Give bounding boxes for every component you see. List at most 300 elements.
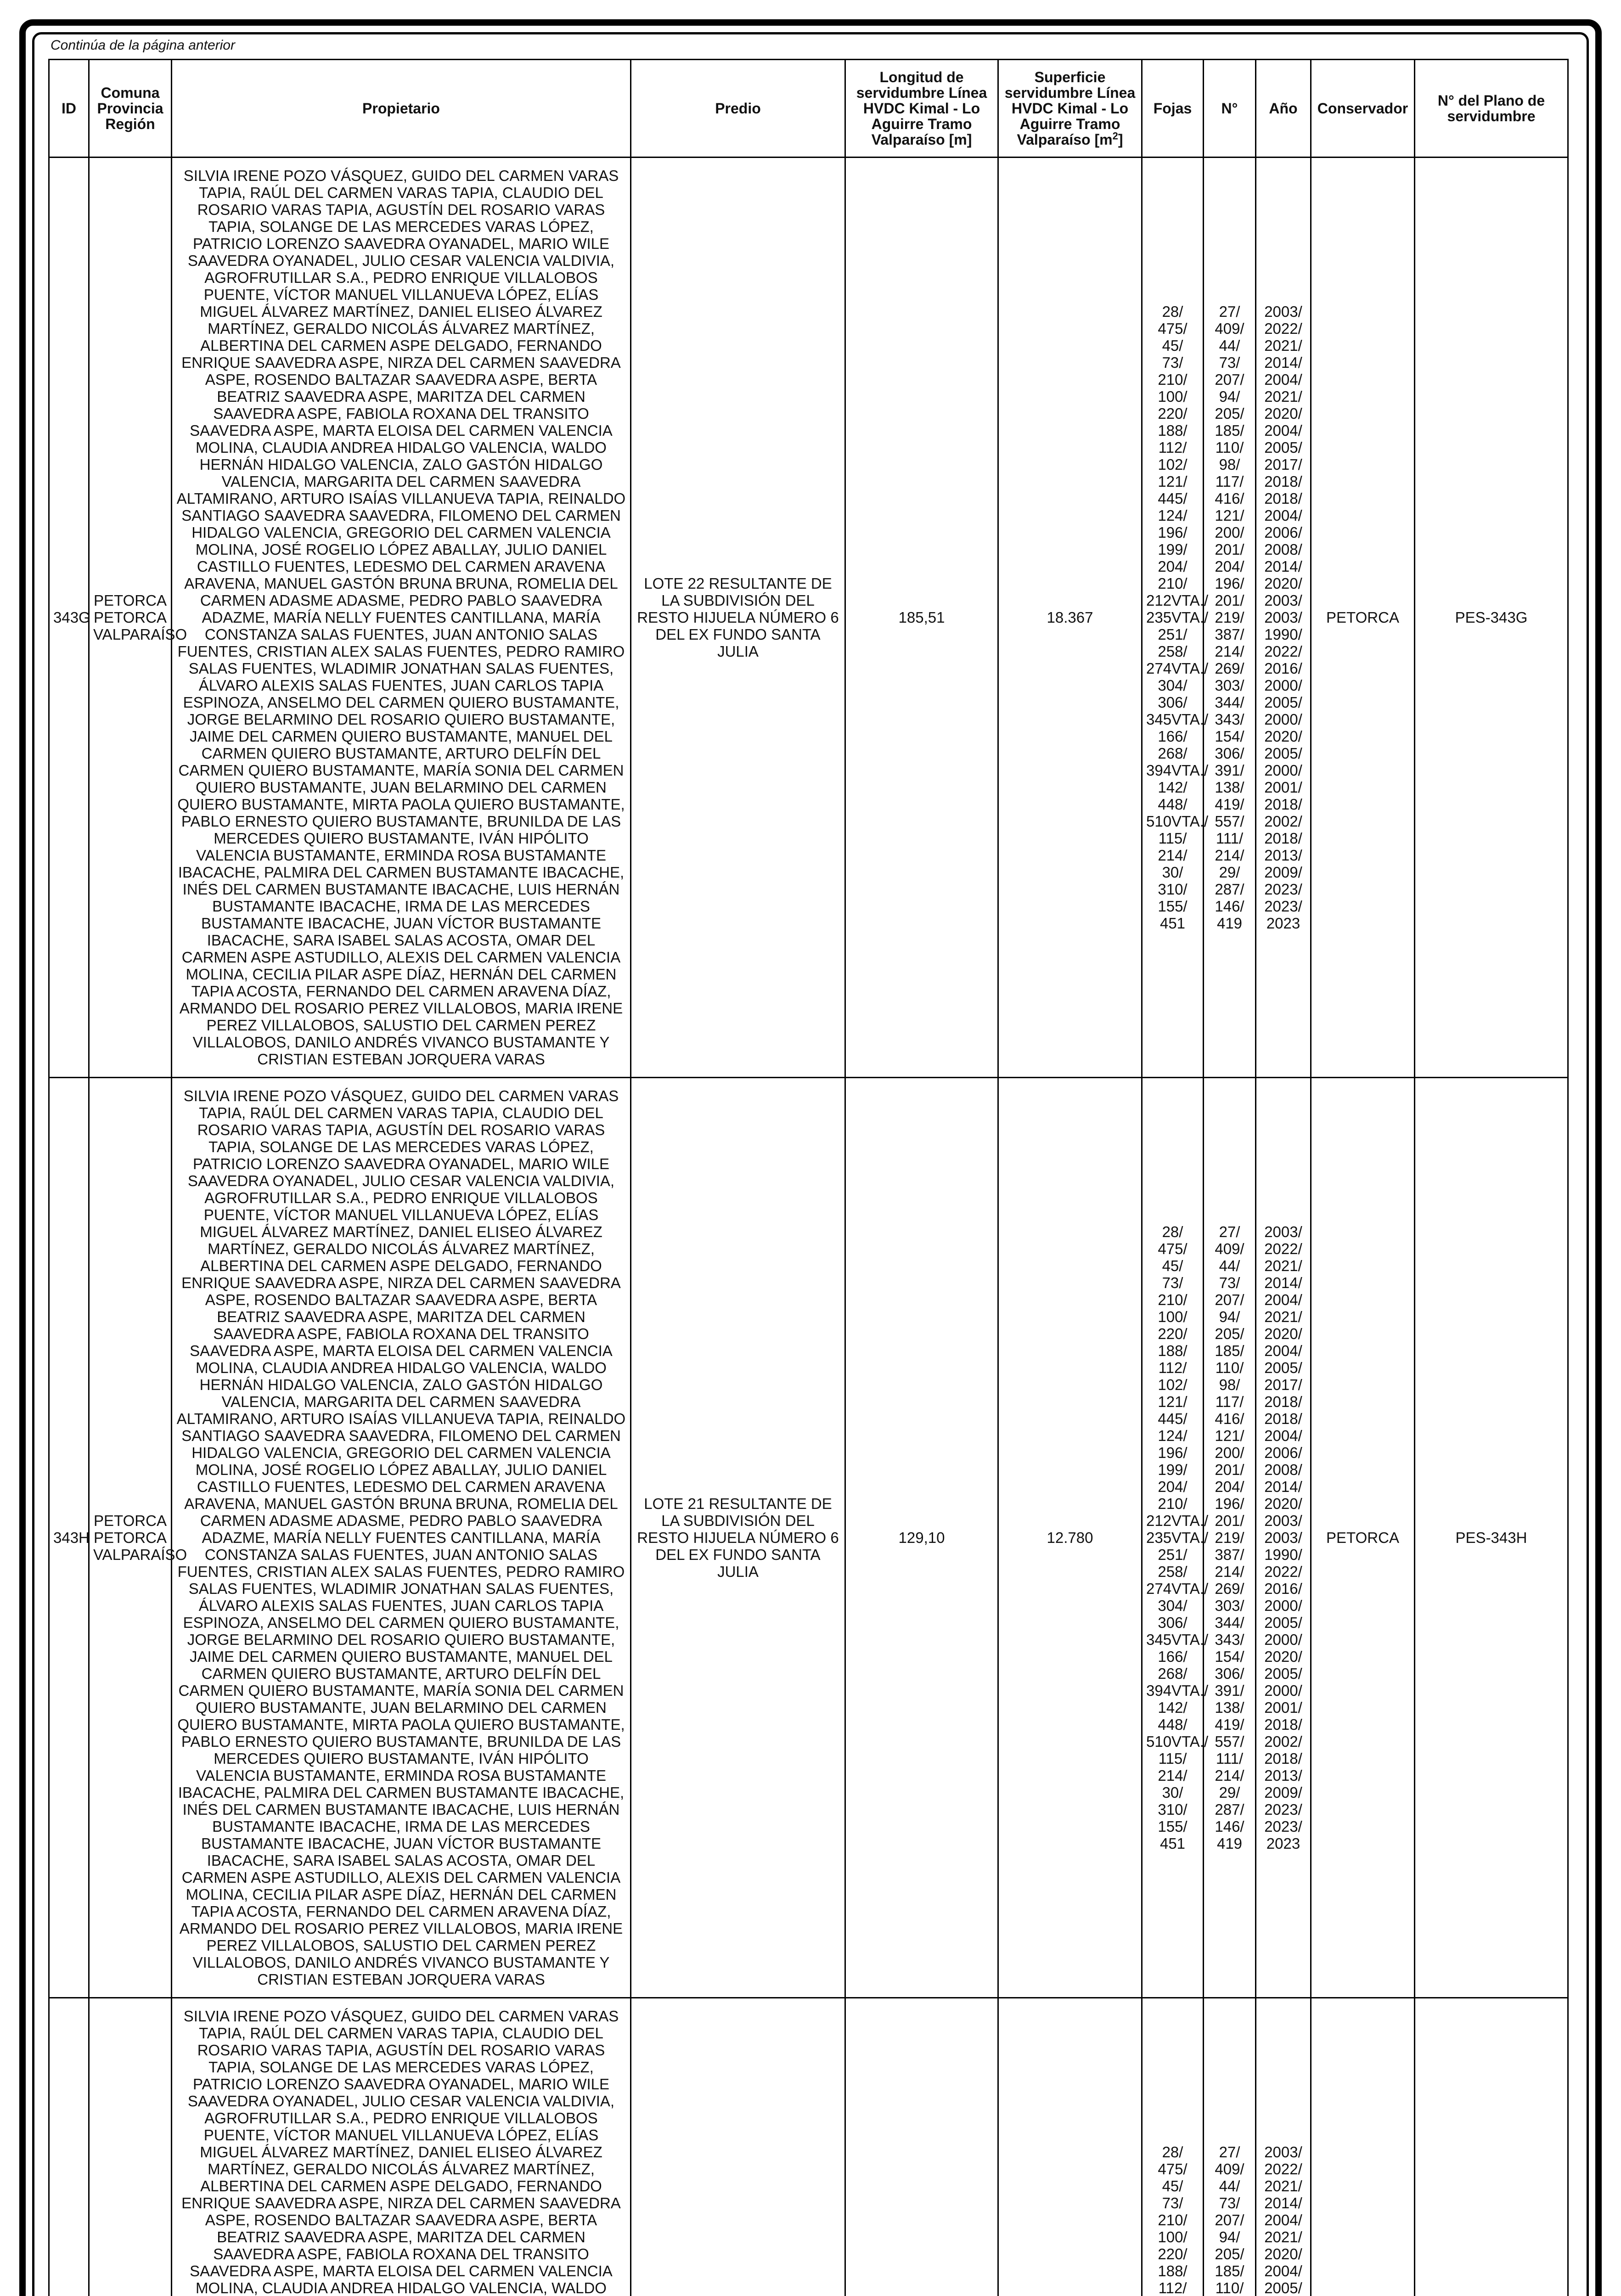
list-entry: 205/ (1215, 405, 1244, 422)
list-entry: 112/ (1158, 2279, 1187, 2296)
cell-id: 343G (49, 158, 89, 1078)
list-entry: 154/ (1215, 728, 1244, 745)
list-entry: 2021/ (1264, 388, 1302, 405)
cell-predio: LOTE 22 RESULTANTE DE LA SUBDIVISIÓN DEL RESTO HIJUELA NÚMERO 6 DEL EX FUNDO SANTA JULIA (631, 158, 845, 1078)
list-entry: 28/ (1162, 303, 1183, 320)
list-entry: 210/ (1158, 2212, 1188, 2228)
list-entry: 2003/ (1264, 592, 1302, 609)
list-entry: 2023 (1266, 915, 1300, 932)
list-entry: 196/ (1158, 524, 1188, 541)
list-entry: 212VTA./ (1146, 1512, 1209, 1529)
cell-fojas (1142, 1998, 1204, 2296)
cell-plano: PES-343H (1415, 1078, 1568, 1998)
cell-superficie: 18.367 (998, 158, 1142, 1078)
list-entry: 27/ (1219, 303, 1240, 320)
list-entry: 185/ (1215, 2262, 1244, 2279)
list-entry: 2009/ (1264, 864, 1302, 881)
list-entry: 445/ (1158, 1410, 1188, 1427)
list-entry: 117/ (1215, 473, 1244, 490)
list-entry: 142/ (1158, 779, 1188, 796)
list-entry: 73/ (1219, 354, 1240, 371)
cell-plano: PES-343G (1415, 158, 1568, 1078)
list-entry: 394VTA./ (1146, 1682, 1209, 1699)
list-entry: 391/ (1215, 762, 1244, 779)
list-entry: 287/ (1215, 881, 1244, 898)
list-entry: 73/ (1219, 1274, 1240, 1291)
list-entry: 274VTA./ (1146, 1580, 1209, 1597)
list-entry: 391/ (1215, 1682, 1244, 1699)
list-entry: 100/ (1158, 1308, 1188, 1325)
list-entry: 448/ (1158, 796, 1188, 813)
col-header-anio: Año (1256, 60, 1311, 158)
list-entry: 124/ (1158, 507, 1188, 524)
cell-superficie: 12.780 (998, 1078, 1142, 1998)
list-entry: 2008/ (1264, 1461, 1302, 1478)
cell-numero (1204, 1078, 1256, 1998)
list-entry: 2004/ (1264, 371, 1302, 388)
list-entry: 2003/ (1264, 303, 1302, 320)
cell-superficie (998, 1998, 1142, 2296)
list-entry: 196/ (1158, 1444, 1188, 1461)
list-entry: 207/ (1215, 2212, 1244, 2228)
col-header-superficie (998, 60, 1142, 158)
list-entry: 102/ (1158, 456, 1188, 473)
table-row (49, 1078, 1568, 1998)
col-header-fojas: Fojas (1142, 60, 1204, 158)
list-entry: 28/ (1162, 1223, 1183, 1240)
continued-from-note: Continúa de la página anterior (51, 38, 235, 53)
list-entry: 306/ (1158, 1614, 1188, 1631)
list-entry: 121/ (1215, 1427, 1244, 1444)
list-entry: 214/ (1215, 643, 1244, 660)
list-entry: 115/ (1158, 830, 1187, 847)
list-entry: 409/ (1215, 320, 1244, 337)
list-entry: 344/ (1215, 694, 1244, 711)
list-entry: 102/ (1158, 1376, 1188, 1393)
list-entry: 27/ (1219, 2144, 1240, 2161)
list-entry: 2020/ (1264, 1495, 1302, 1512)
list-entry: 188/ (1158, 422, 1188, 439)
col-header-comuna: Comuna Provincia Región (89, 60, 172, 158)
list-entry: 121/ (1215, 507, 1244, 524)
list-entry: 2003/ (1264, 2144, 1302, 2161)
list-entry: 2020/ (1264, 2245, 1302, 2262)
list-entry: 475/ (1158, 320, 1188, 337)
list-entry: 258/ (1158, 1563, 1188, 1580)
list-entry: 475/ (1158, 2161, 1188, 2178)
list-entry: 2005/ (1264, 1359, 1302, 1376)
list-entry: 185/ (1215, 422, 1244, 439)
list-entry: 214/ (1158, 1767, 1188, 1784)
list-entry: 2014/ (1264, 1274, 1302, 1291)
table-header-row (49, 60, 1568, 158)
list-entry: 201/ (1215, 592, 1244, 609)
list-entry: 205/ (1215, 2245, 1244, 2262)
list-entry: 201/ (1215, 1512, 1244, 1529)
list-entry: 310/ (1158, 881, 1188, 898)
table-row (49, 158, 1568, 1078)
col-header-id: ID (49, 60, 89, 158)
list-entry: 214/ (1215, 1563, 1244, 1580)
list-entry: 45/ (1162, 2178, 1183, 2195)
list-entry: 345VTA./ (1146, 1631, 1209, 1648)
list-entry: 100/ (1158, 388, 1188, 405)
list-entry: 200/ (1215, 524, 1244, 541)
list-entry: 44/ (1219, 1257, 1240, 1274)
list-entry: 2005/ (1264, 1665, 1302, 1682)
list-entry: 44/ (1219, 337, 1240, 354)
list-entry: 2005/ (1264, 694, 1302, 711)
list-entry: 2004/ (1264, 2262, 1302, 2279)
list-entry: 2023/ (1264, 898, 1302, 915)
list-entry: 212VTA./ (1146, 592, 1209, 609)
list-entry: 557/ (1215, 813, 1244, 830)
list-entry: 204/ (1158, 1478, 1188, 1495)
list-entry: 306/ (1215, 745, 1244, 762)
list-entry: 111/ (1216, 830, 1244, 847)
fojas-list (1146, 1223, 1209, 1852)
list-entry: 115/ (1158, 1750, 1187, 1767)
list-entry: 30/ (1162, 864, 1183, 881)
superficie-header-close: ] (1118, 131, 1123, 148)
list-entry: 2020/ (1264, 728, 1302, 745)
list-entry: 2004/ (1264, 1291, 1302, 1308)
list-entry: 2016/ (1264, 660, 1302, 677)
list-entry: 451 (1159, 1835, 1186, 1852)
list-entry: 45/ (1162, 1257, 1183, 1274)
list-entry: 268/ (1158, 1665, 1188, 1682)
cell-longitud (845, 1998, 998, 2296)
list-entry: 27/ (1219, 1223, 1240, 1240)
list-entry: 2000/ (1264, 1682, 1302, 1699)
list-entry: 2018/ (1264, 1716, 1302, 1733)
list-entry: 94/ (1219, 388, 1240, 405)
list-entry: 2023/ (1264, 1818, 1302, 1835)
anio-list (1260, 303, 1306, 932)
list-entry: 110/ (1215, 439, 1244, 456)
list-entry: 111/ (1216, 1750, 1244, 1767)
list-entry: 220/ (1158, 2245, 1188, 2262)
list-entry: 2022/ (1264, 643, 1302, 660)
list-entry: 201/ (1215, 541, 1244, 558)
list-entry: 210/ (1158, 1495, 1188, 1512)
list-entry: 188/ (1158, 2262, 1188, 2279)
list-entry: 2004/ (1264, 507, 1302, 524)
list-entry: 155/ (1158, 1818, 1188, 1835)
list-entry: 2004/ (1264, 2212, 1302, 2228)
list-entry: 73/ (1162, 2195, 1183, 2212)
list-entry: 146/ (1215, 1818, 1244, 1835)
anio-list (1260, 1223, 1306, 1852)
list-entry: 387/ (1215, 626, 1244, 643)
list-entry: 210/ (1158, 371, 1188, 388)
list-entry: 557/ (1215, 1733, 1244, 1750)
list-entry: 94/ (1219, 2228, 1240, 2245)
list-entry: 30/ (1162, 1784, 1183, 1801)
list-entry: 117/ (1215, 1393, 1244, 1410)
col-header-propietario: Propietario (172, 60, 631, 158)
list-entry: 2017/ (1264, 1376, 1302, 1393)
fojas-list (1146, 2144, 1199, 2296)
list-entry: 28/ (1162, 2144, 1183, 2161)
list-entry: 510VTA./ (1146, 813, 1209, 830)
list-entry: 98/ (1219, 1376, 1240, 1393)
list-entry: 419/ (1215, 796, 1244, 813)
anio-list (1260, 2144, 1306, 2296)
list-entry: 2021/ (1264, 337, 1302, 354)
cell-numero (1204, 1998, 1256, 2296)
list-entry: 2018/ (1264, 796, 1302, 813)
list-entry: 416/ (1215, 490, 1244, 507)
list-entry: 214/ (1215, 1767, 1244, 1784)
list-entry: 387/ (1215, 1546, 1244, 1563)
list-entry: 269/ (1215, 1580, 1244, 1597)
list-entry: 2017/ (1264, 456, 1302, 473)
list-entry: 2013/ (1264, 847, 1302, 864)
superficie-header-text: Superficie servidumbre Línea HVDC Kimal - Lo Aguirre Tramo Valparaíso [m (1004, 69, 1136, 148)
cell-conservador: PETORCA (1311, 158, 1415, 1078)
list-entry: 210/ (1158, 1291, 1188, 1308)
list-entry: 29/ (1219, 1784, 1240, 1801)
list-entry: 274VTA./ (1146, 660, 1209, 677)
list-entry: 345VTA./ (1146, 711, 1209, 728)
numero-list (1208, 303, 1251, 932)
list-entry: 304/ (1158, 677, 1188, 694)
list-entry: 2023/ (1264, 1801, 1302, 1818)
cell-anio (1256, 158, 1311, 1078)
list-entry: 201/ (1215, 1461, 1244, 1478)
list-entry: 219/ (1215, 1529, 1244, 1546)
list-entry: 1990/ (1264, 626, 1302, 643)
list-entry: 214/ (1158, 847, 1188, 864)
list-entry: 409/ (1215, 2161, 1244, 2178)
list-entry: 306/ (1158, 694, 1188, 711)
provincia-text: PETORCA (94, 1529, 167, 1546)
cell-comuna (89, 1078, 187, 1998)
list-entry: 2018/ (1264, 830, 1302, 847)
list-entry: 287/ (1215, 1801, 1244, 1818)
cell-fojas (1142, 158, 1209, 1078)
list-entry: 2018/ (1264, 1393, 1302, 1410)
list-entry: 394VTA./ (1146, 762, 1209, 779)
list-entry: 207/ (1215, 371, 1244, 388)
list-entry: 110/ (1215, 2279, 1244, 2296)
list-entry: 2021/ (1264, 1308, 1302, 1325)
list-entry: 258/ (1158, 643, 1188, 660)
list-entry: 2014/ (1264, 354, 1302, 371)
col-header-longitud: Longitud de servidumbre Línea HVDC Kimal - Lo Aguirre Tramo Valparaíso [m] (845, 60, 998, 158)
list-entry: 269/ (1215, 660, 1244, 677)
list-entry: 98/ (1219, 456, 1240, 473)
list-entry: 2014/ (1264, 558, 1302, 575)
list-entry: 155/ (1158, 898, 1188, 915)
table-row (49, 1998, 1568, 2296)
list-entry: 204/ (1215, 1478, 1244, 1495)
list-entry: 2020/ (1264, 1325, 1302, 1342)
col-header-conservador: Conservador (1311, 60, 1415, 158)
list-entry: 112/ (1158, 1359, 1187, 1376)
list-entry: 2000/ (1264, 762, 1302, 779)
list-entry: 1990/ (1264, 1546, 1302, 1563)
cell-comuna (89, 1998, 172, 2296)
list-entry: 419/ (1215, 1716, 1244, 1733)
list-entry: 2000/ (1264, 711, 1302, 728)
list-entry: 2004/ (1264, 1342, 1302, 1359)
list-entry: 45/ (1162, 337, 1183, 354)
cell-conservador (1311, 1998, 1415, 2296)
list-entry: 138/ (1215, 1699, 1244, 1716)
list-entry: 121/ (1158, 473, 1188, 490)
list-entry: 2016/ (1264, 1580, 1302, 1597)
list-entry: 2023/ (1264, 881, 1302, 898)
list-entry: 2013/ (1264, 1767, 1302, 1784)
list-entry: 219/ (1215, 609, 1244, 626)
list-entry: 304/ (1158, 1597, 1188, 1614)
list-entry: 2000/ (1264, 1597, 1302, 1614)
col-header-plano: N° del Plano de servidumbre (1415, 60, 1568, 158)
list-entry: 2003/ (1264, 1223, 1302, 1240)
list-entry: 196/ (1215, 575, 1244, 592)
cell-predio: LOTE 21 RESULTANTE DE LA SUBDIVISIÓN DEL RESTO HIJUELA NÚMERO 6 DEL EX FUNDO SANTA JULIA (631, 1078, 845, 1998)
list-entry: 2022/ (1264, 1240, 1302, 1257)
list-entry: 2008/ (1264, 541, 1302, 558)
list-entry: 2020/ (1264, 575, 1302, 592)
cell-comuna (89, 158, 187, 1078)
easement-table (48, 59, 1569, 2296)
list-entry: 29/ (1219, 864, 1240, 881)
list-entry: 2021/ (1264, 1257, 1302, 1274)
list-entry: 2014/ (1264, 2195, 1302, 2212)
cell-predio (631, 1998, 845, 2296)
list-entry: 303/ (1215, 677, 1244, 694)
cell-id: 343H (49, 1078, 89, 1998)
fojas-list (1146, 303, 1209, 932)
list-entry: 2000/ (1264, 1631, 1302, 1648)
list-entry: 199/ (1158, 541, 1188, 558)
list-entry: 445/ (1158, 490, 1188, 507)
cell-plano (1415, 1998, 1568, 2296)
list-entry: 199/ (1158, 1461, 1188, 1478)
list-entry: 138/ (1215, 779, 1244, 796)
list-entry: 2001/ (1264, 779, 1302, 796)
list-entry: 2004/ (1264, 422, 1302, 439)
list-entry: 205/ (1215, 1325, 1244, 1342)
list-entry: 166/ (1158, 728, 1188, 745)
list-entry: 185/ (1215, 1342, 1244, 1359)
list-entry: 2005/ (1264, 2279, 1302, 2296)
list-entry: 2006/ (1264, 1444, 1302, 1461)
list-entry: 268/ (1158, 745, 1188, 762)
superficie-header-exponent: 2 (1112, 130, 1118, 142)
list-entry: 2002/ (1264, 1733, 1302, 1750)
list-entry: 2022/ (1264, 320, 1302, 337)
list-entry: 2023 (1266, 1835, 1300, 1852)
list-entry: 2009/ (1264, 1784, 1302, 1801)
list-entry: 2020/ (1264, 1648, 1302, 1665)
provincia-text: PETORCA (94, 609, 167, 626)
list-entry: 2021/ (1264, 2178, 1302, 2195)
comuna-text: PETORCA (94, 1512, 167, 1529)
list-entry: 196/ (1215, 1495, 1244, 1512)
cell-propietario: SILVIA IRENE POZO VÁSQUEZ, GUIDO DEL CARMEN VARAS TAPIA, RAÚL DEL CARMEN VARAS TAPIA, CLAUDIO DEL ROSARIO VARAS TAPIA, AGUSTÍN DEL ROSARIO VARAS TAPIA, SOLANGE DE LAS MERCEDES VARAS LÓPEZ, PATRICIO LORENZO SAAVEDRA OYANADEL, MARIO WILE SAAVEDRA OYANADEL, JULIO CESAR VALENCIA VALDIVIA, AGROFRUTILLAR S.A., PEDRO ENRIQUE VILLALOBOS PUENTE, VÍCTOR MANUEL VILLANUEVA LÓPEZ, ELÍAS MIGUEL ÁLVAREZ MARTÍNEZ, DANIEL ELISEO ÁLVAREZ MARTÍNEZ, GERALDO NICOLÁS ÁLVAREZ MARTÍNEZ, ALBERTINA DEL CARMEN ASPE DELGADO, FERNANDO ENRIQUE SAAVEDRA ASPE, NIRZA DEL CARMEN SAAVEDRA ASPE, ROSENDO BALTAZAR SAAVEDRA ASPE, BERTA BEATRIZ SAAVEDRA ASPE, MARITZA DEL CARMEN SAAVEDRA ASPE, FABIOLA ROXANA DEL TRANSITO SAAVEDRA ASPE, MARTA ELOISA DEL CARMEN VALENCIA MOLINA, CLAUDIA ANDREA HIDALGO VALENCIA, WALDO HERNÁN HIDALGO VALENCIA, ZALO GASTÓN HIDALGO VALENCIA, MARGARITA DEL CARMEN SAAVEDRA ALTAMIRANO, ARTURO ISAÍAS VILLANUEVA TAPIA, REINALDO SANTIAGO SAAVEDRA SAAVEDRA, FILOMENO DEL CARMEN HIDALGO VALENCIA, GREGORIO DEL CARMEN VALENCIA MOLINA, JOSÉ ROGELIO LÓPEZ ABALLAY, JULIO DANIEL CASTILLO FUENTES, LEDESMO DEL CARMEN ARAVENA ARAVENA, MANUEL GASTÓN BRUNA BRUNA, ROMELIA DEL CARMEN ADASME ADASME, PEDRO PABLO SAAVEDRA ADAZME, MARÍA NELLY FUENTES CANTILLANA, MARÍA CONSTANZA SALAS FUENTES, JUAN ANTONIO SALAS FUENTES, CRISTIAN ALEX SALAS FUENTES, PEDRO RAMIRO SALAS FUENTES, WLADIMIR JONATHAN SALAS FUENTES, ÁLVARO ALEXIS SALAS FUENTES, JUAN CARLOS TAPIA ESPINOZA, ANSELMO DEL CARMEN QUIERO BUSTAMANTE, JORGE BELARMINO DEL ROSARIO QUIERO BUSTAMANTE, JAIME DEL CARMEN QUIERO BUSTAMANTE, MANUEL DEL CARMEN QUIERO BUSTAMANTE, ARTURO DELFÍN DEL CARMEN QUIERO BUSTAMANTE, MARÍA SONIA DEL CARMEN QUIERO BUSTAMANTE, JUAN BELARMINO DEL CARMEN QUIERO BUSTAMANTE, MIRTA PAOLA QUIERO BUSTAMANTE, PABLO ERNESTO QUIERO BUSTAMANTE, BRUNILDA DE LAS MERCEDES QUIERO BUSTAMANTE, IVÁN HIPÓLITO VALENCIA BUSTAMANTE, ERMINDA ROSA BUSTAMANTE IBACACHE, PALMIRA DEL CARMEN BUSTAMANTE IBACACHE, INÉS DEL CARMEN BUSTAMANTE IBACACHE, LUIS HERNÁN BUSTAMANTE IBACACHE, IRMA DE LAS MERCEDES BUSTAMANTE IBACACHE, JUAN VÍCTOR BUSTAMANTE IBACACHE, SARA ISABEL SALAS ACOSTA, OMAR DEL CARMEN ASPE ASTUDILLO, ALEXIS DEL CARMEN VALENCIA MOLINA, CECILIA PILAR ASPE DÍAZ, HERNÁN DEL CARMEN TAPIA ACOSTA, FERNANDO DEL CARMEN ARAVENA DÍAZ, ARMANDO DEL ROSARIO PEREZ VILLALOBOS, MARIA IRENE PEREZ VILLALOBOS, SALUSTIO DEL CARMEN PEREZ VILLALOBOS, DANILO ANDRÉS VIVANCO BUSTAMANTE Y CRISTIAN ESTEBAN JORQUERA VARAS (172, 1078, 631, 1998)
list-entry: 2022/ (1264, 2161, 1302, 2178)
list-entry: 344/ (1215, 1614, 1244, 1631)
list-entry: 207/ (1215, 1291, 1244, 1308)
list-entry: 419 (1216, 915, 1243, 932)
list-entry: 2003/ (1264, 609, 1302, 626)
list-entry: 154/ (1215, 1648, 1244, 1665)
list-entry: 251/ (1158, 1546, 1188, 1563)
list-entry: 220/ (1158, 1325, 1188, 1342)
list-entry: 2018/ (1264, 1410, 1302, 1427)
list-entry: 2004/ (1264, 1427, 1302, 1444)
cell-fojas (1142, 1078, 1209, 1998)
list-entry: 303/ (1215, 1597, 1244, 1614)
list-entry: 2005/ (1264, 745, 1302, 762)
numero-list (1208, 1223, 1251, 1852)
list-entry: 416/ (1215, 1410, 1244, 1427)
list-entry: 409/ (1215, 1240, 1244, 1257)
cell-longitud: 185,51 (845, 158, 998, 1078)
cell-anio (1256, 1078, 1311, 1998)
numero-list (1208, 2144, 1251, 2296)
list-entry: 343/ (1215, 711, 1244, 728)
list-entry: 204/ (1158, 558, 1188, 575)
list-entry: 2003/ (1264, 1512, 1302, 1529)
list-entry: 188/ (1158, 1342, 1188, 1359)
list-entry: 448/ (1158, 1716, 1188, 1733)
list-entry: 2005/ (1264, 439, 1302, 456)
list-entry: 2001/ (1264, 1699, 1302, 1716)
region-text: VALPARAÍSO (93, 1546, 187, 1563)
list-entry: 2014/ (1264, 1478, 1302, 1495)
list-entry: 2018/ (1264, 473, 1302, 490)
list-entry: 73/ (1219, 2195, 1240, 2212)
list-entry: 235VTA./ (1146, 609, 1209, 626)
list-entry: 44/ (1219, 2178, 1240, 2195)
list-entry: 2018/ (1264, 490, 1302, 507)
list-entry: 2000/ (1264, 677, 1302, 694)
col-header-numero: N° (1204, 60, 1256, 158)
list-entry: 210/ (1158, 575, 1188, 592)
list-entry: 2006/ (1264, 524, 1302, 541)
list-entry: 475/ (1158, 1240, 1188, 1257)
cell-conservador: PETORCA (1311, 1078, 1415, 1998)
list-entry: 124/ (1158, 1427, 1188, 1444)
list-entry: 2003/ (1264, 1529, 1302, 1546)
list-entry: 2005/ (1264, 1614, 1302, 1631)
list-entry: 146/ (1215, 898, 1244, 915)
list-entry: 142/ (1158, 1699, 1188, 1716)
list-entry: 73/ (1162, 354, 1183, 371)
cell-longitud: 129,10 (845, 1078, 998, 1998)
list-entry: 220/ (1158, 405, 1188, 422)
cell-numero (1204, 158, 1256, 1078)
list-entry: 451 (1159, 915, 1186, 932)
list-entry: 343/ (1215, 1631, 1244, 1648)
list-entry: 110/ (1215, 1359, 1244, 1376)
list-entry: 94/ (1219, 1308, 1240, 1325)
list-entry: 112/ (1158, 439, 1187, 456)
list-entry: 200/ (1215, 1444, 1244, 1461)
list-entry: 2018/ (1264, 1750, 1302, 1767)
cell-id (49, 1998, 89, 2296)
list-entry: 510VTA./ (1146, 1733, 1209, 1750)
list-entry: 2021/ (1264, 2228, 1302, 2245)
list-entry: 2002/ (1264, 813, 1302, 830)
list-entry: 100/ (1158, 2228, 1188, 2245)
list-entry: 2020/ (1264, 405, 1302, 422)
